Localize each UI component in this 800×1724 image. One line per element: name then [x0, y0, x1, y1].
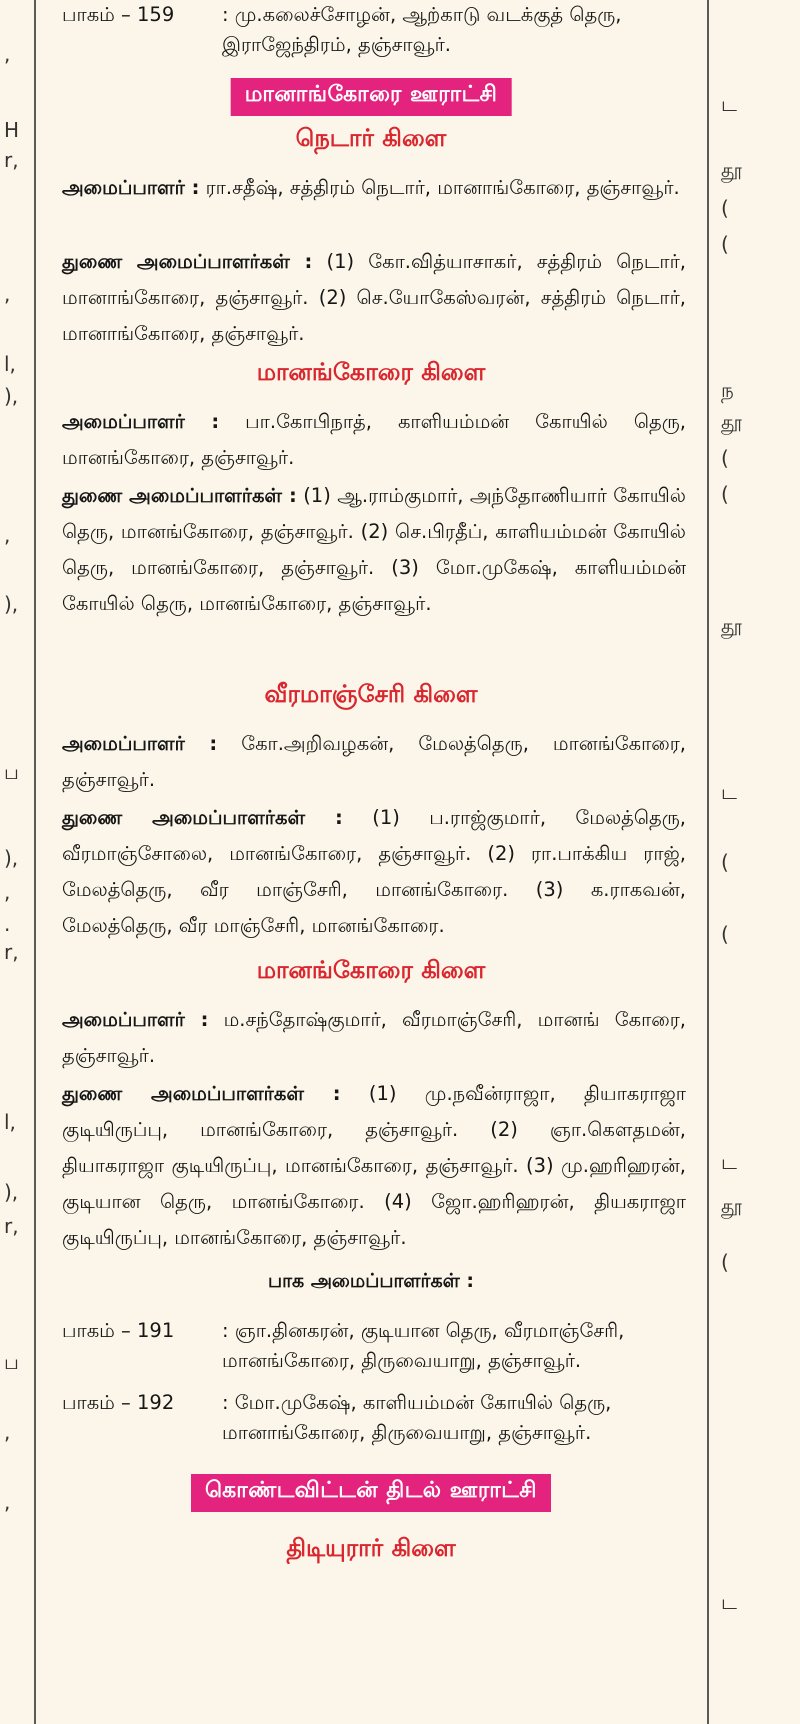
gutter-fragment: ட: [721, 1590, 737, 1614]
deputy-label: துணை அமைப்பாளர்கள் :: [62, 1082, 341, 1105]
branch-title: மானங்கோரை கிளை: [256, 956, 486, 984]
deputy-label: துணை அமைப்பாளர்கள் :: [62, 250, 313, 273]
deputy-paragraph: [62, 478, 686, 622]
section-number: பாகம் – 159: [62, 3, 175, 26]
panchayat-banner: கொண்டவிட்டன் திடல் ஊராட்சி: [191, 1474, 551, 1512]
gutter-fragment: ,: [4, 880, 11, 904]
gutter-fragment: ட: [721, 780, 737, 804]
deputy-label: துணை அமைப்பாளர்கள் :: [62, 484, 297, 507]
gutter-fragment: தூ: [721, 410, 743, 434]
gutter-fragment: ந: [721, 378, 734, 402]
organizer-paragraph: [62, 726, 686, 798]
gutter-fragment: ,: [4, 282, 11, 306]
deputy-text: (1) ப.ராஜ்குமார், மேலத்தெரு, வீரமாஞ்சோலை, மானங்கோரை, தஞ்சாவூர். (2) ரா.பாக்கிய ராஜ், மேலத்தெரு, வீர மாஞ்சேரி, மானங்கோரை. (3) க.ராகவன், மேலத்தெரு, வீர மாஞ்சேரி, மானங்கோரை.: [62, 806, 686, 937]
deputy-text: (1) ஆ.ராம்குமார், அந்தோணியார் கோயில் தெரு, மானங்கோரை, தஞ்சாவூர். (2) செ.பிரதீப், காளியம்மன் கோயில் தெரு, மானங்கோரை, தஞ்சாவூர். (3) மோ.முகேஷ், காளியம்மன் கோயில் தெரு, மானங்கோரை, தஞ்சாவூர்.: [62, 484, 686, 615]
gutter-fragment: ப: [4, 760, 19, 784]
organizer-label: அமைப்பாளர் :: [62, 410, 220, 433]
gutter-fragment: (: [721, 482, 729, 506]
organizer-text: ரா.சதீஷ், சத்திரம் நெடார், மானாங்கோரை, தஞ்சாவூர்.: [199, 176, 680, 199]
gutter-fragment: H: [4, 118, 20, 142]
section-organizers-heading: பாக அமைப்பாளர்கள் :: [267, 1270, 474, 1292]
panchayat-banner: மானாங்கோரை ஊராட்சி: [231, 78, 512, 116]
branch-title: நெடார் கிளை: [295, 124, 447, 152]
gutter-fragment: r,: [4, 148, 19, 172]
gutter-fragment: l,: [4, 1110, 16, 1134]
gutter-fragment: r,: [4, 940, 19, 964]
gutter-fragment: ,: [4, 523, 11, 547]
organizer-label: அமைப்பாளர் :: [62, 732, 218, 755]
deputy-label: துணை அமைப்பாளர்கள் :: [62, 806, 343, 829]
organizer-text: கோ.அறிவழகன், மேலத்தெரு, மானங்கோரை, தஞ்சாவூர்.: [62, 732, 687, 791]
section-organizer-text: : மு.கலைச்சோழன், ஆற்காடு வடக்குத் தெரு, இராஜேந்திரம், தஞ்சாவூர்.: [222, 3, 622, 56]
organizer-label: அமைப்பாளர் :: [62, 1008, 209, 1031]
deputy-paragraph: [62, 800, 686, 944]
gutter-fragment: தூ: [721, 1194, 743, 1218]
branch-title: வீரமாஞ்சேரி கிளை: [264, 680, 478, 708]
left-adjacent-column: [0, 0, 36, 1724]
gutter-fragment: ),: [4, 384, 19, 408]
gutter-fragment: ,: [4, 1490, 11, 1514]
gutter-fragment: ட: [721, 1150, 737, 1174]
deputy-paragraph: [62, 244, 686, 352]
gutter-fragment: (: [721, 922, 729, 946]
gutter-fragment: ட: [721, 92, 737, 116]
organizer-text: ம.சந்தோஷ்குமார், வீரமாஞ்சேரி, மானங் கோரை, தஞ்சாவூர்.: [62, 1008, 686, 1067]
gutter-fragment: (: [721, 446, 729, 470]
gutter-fragment: ),: [4, 846, 19, 870]
organizer-text: பா.கோபிநாத், காளியம்மன் கோயில் தெரு, மானங்கோரை, தஞ்சாவூர்.: [62, 410, 686, 469]
gutter-fragment: r,: [4, 1214, 19, 1238]
gutter-fragment: ),: [4, 592, 19, 616]
main-column: [44, 0, 698, 1724]
gutter-fragment: தூ: [721, 158, 743, 182]
gutter-fragment: l,: [4, 352, 16, 376]
gutter-fragment: ப: [4, 1350, 19, 1374]
gutter-fragment: ,: [4, 42, 11, 66]
deputy-paragraph: [62, 1076, 686, 1256]
section-organizer-text: : ஞா.தினகரன், குடியான தெரு, வீரமாஞ்சேரி, மானங்கோரை, திருவையாறு, தஞ்சாவூர்.: [222, 1319, 625, 1372]
gutter-fragment: (: [721, 232, 729, 256]
gutter-fragment: (: [721, 1250, 729, 1274]
branch-title-cut-off: திடியுரார் கிளை: [286, 1534, 456, 1562]
right-adjacent-column: [707, 0, 800, 1724]
section-number: பாகம் – 192: [62, 1391, 175, 1414]
section-organizer-text: : மோ.முகேஷ், காளியம்மன் கோயில் தெரு, மானாங்கோரை, திருவையாறு, தஞ்சாவூர்.: [222, 1391, 612, 1444]
deputy-text: (1) கோ.வித்யாசாகர், சத்திரம் நெடார், மானாங்கோரை, தஞ்சாவூர். (2) செ.யோகேஸ்வரன், சத்திரம் நெடார், மானாங்கோரை, தஞ்சாவூர்.: [62, 250, 686, 345]
gutter-fragment: ,: [4, 1420, 11, 1444]
organizer-paragraph: [62, 1002, 686, 1074]
organizer-paragraph: [62, 404, 686, 476]
organizer-paragraph: [62, 170, 686, 206]
branch-title: மானங்கோரை கிளை: [256, 358, 486, 386]
gutter-fragment: தூ: [721, 614, 743, 638]
gutter-fragment: (: [721, 196, 729, 220]
organizer-label: அமைப்பாளர் :: [62, 176, 200, 199]
gutter-fragment: (: [721, 850, 729, 874]
section-number: பாகம் – 191: [62, 1319, 175, 1342]
deputy-text: (1) மு.நவீன்ராஜா, தியாகராஜா குடியிருப்பு, மானங்கோரை, தஞ்சாவூர். (2) ஞா.கௌதமன், தியாகராஜா குடியிருப்பு, மானங்கோரை, தஞ்சாவூர். (3) மு.ஹரிஹரன், குடியான தெரு, மானங்கோரை. (4) ஜோ.ஹரிஹரன், தியகராஜா குடியிருப்பு, மானங்கோரை, தஞ்சாவூர்.: [62, 1082, 686, 1249]
gutter-fragment: ),: [4, 1180, 19, 1204]
gutter-fragment: .: [4, 912, 11, 936]
